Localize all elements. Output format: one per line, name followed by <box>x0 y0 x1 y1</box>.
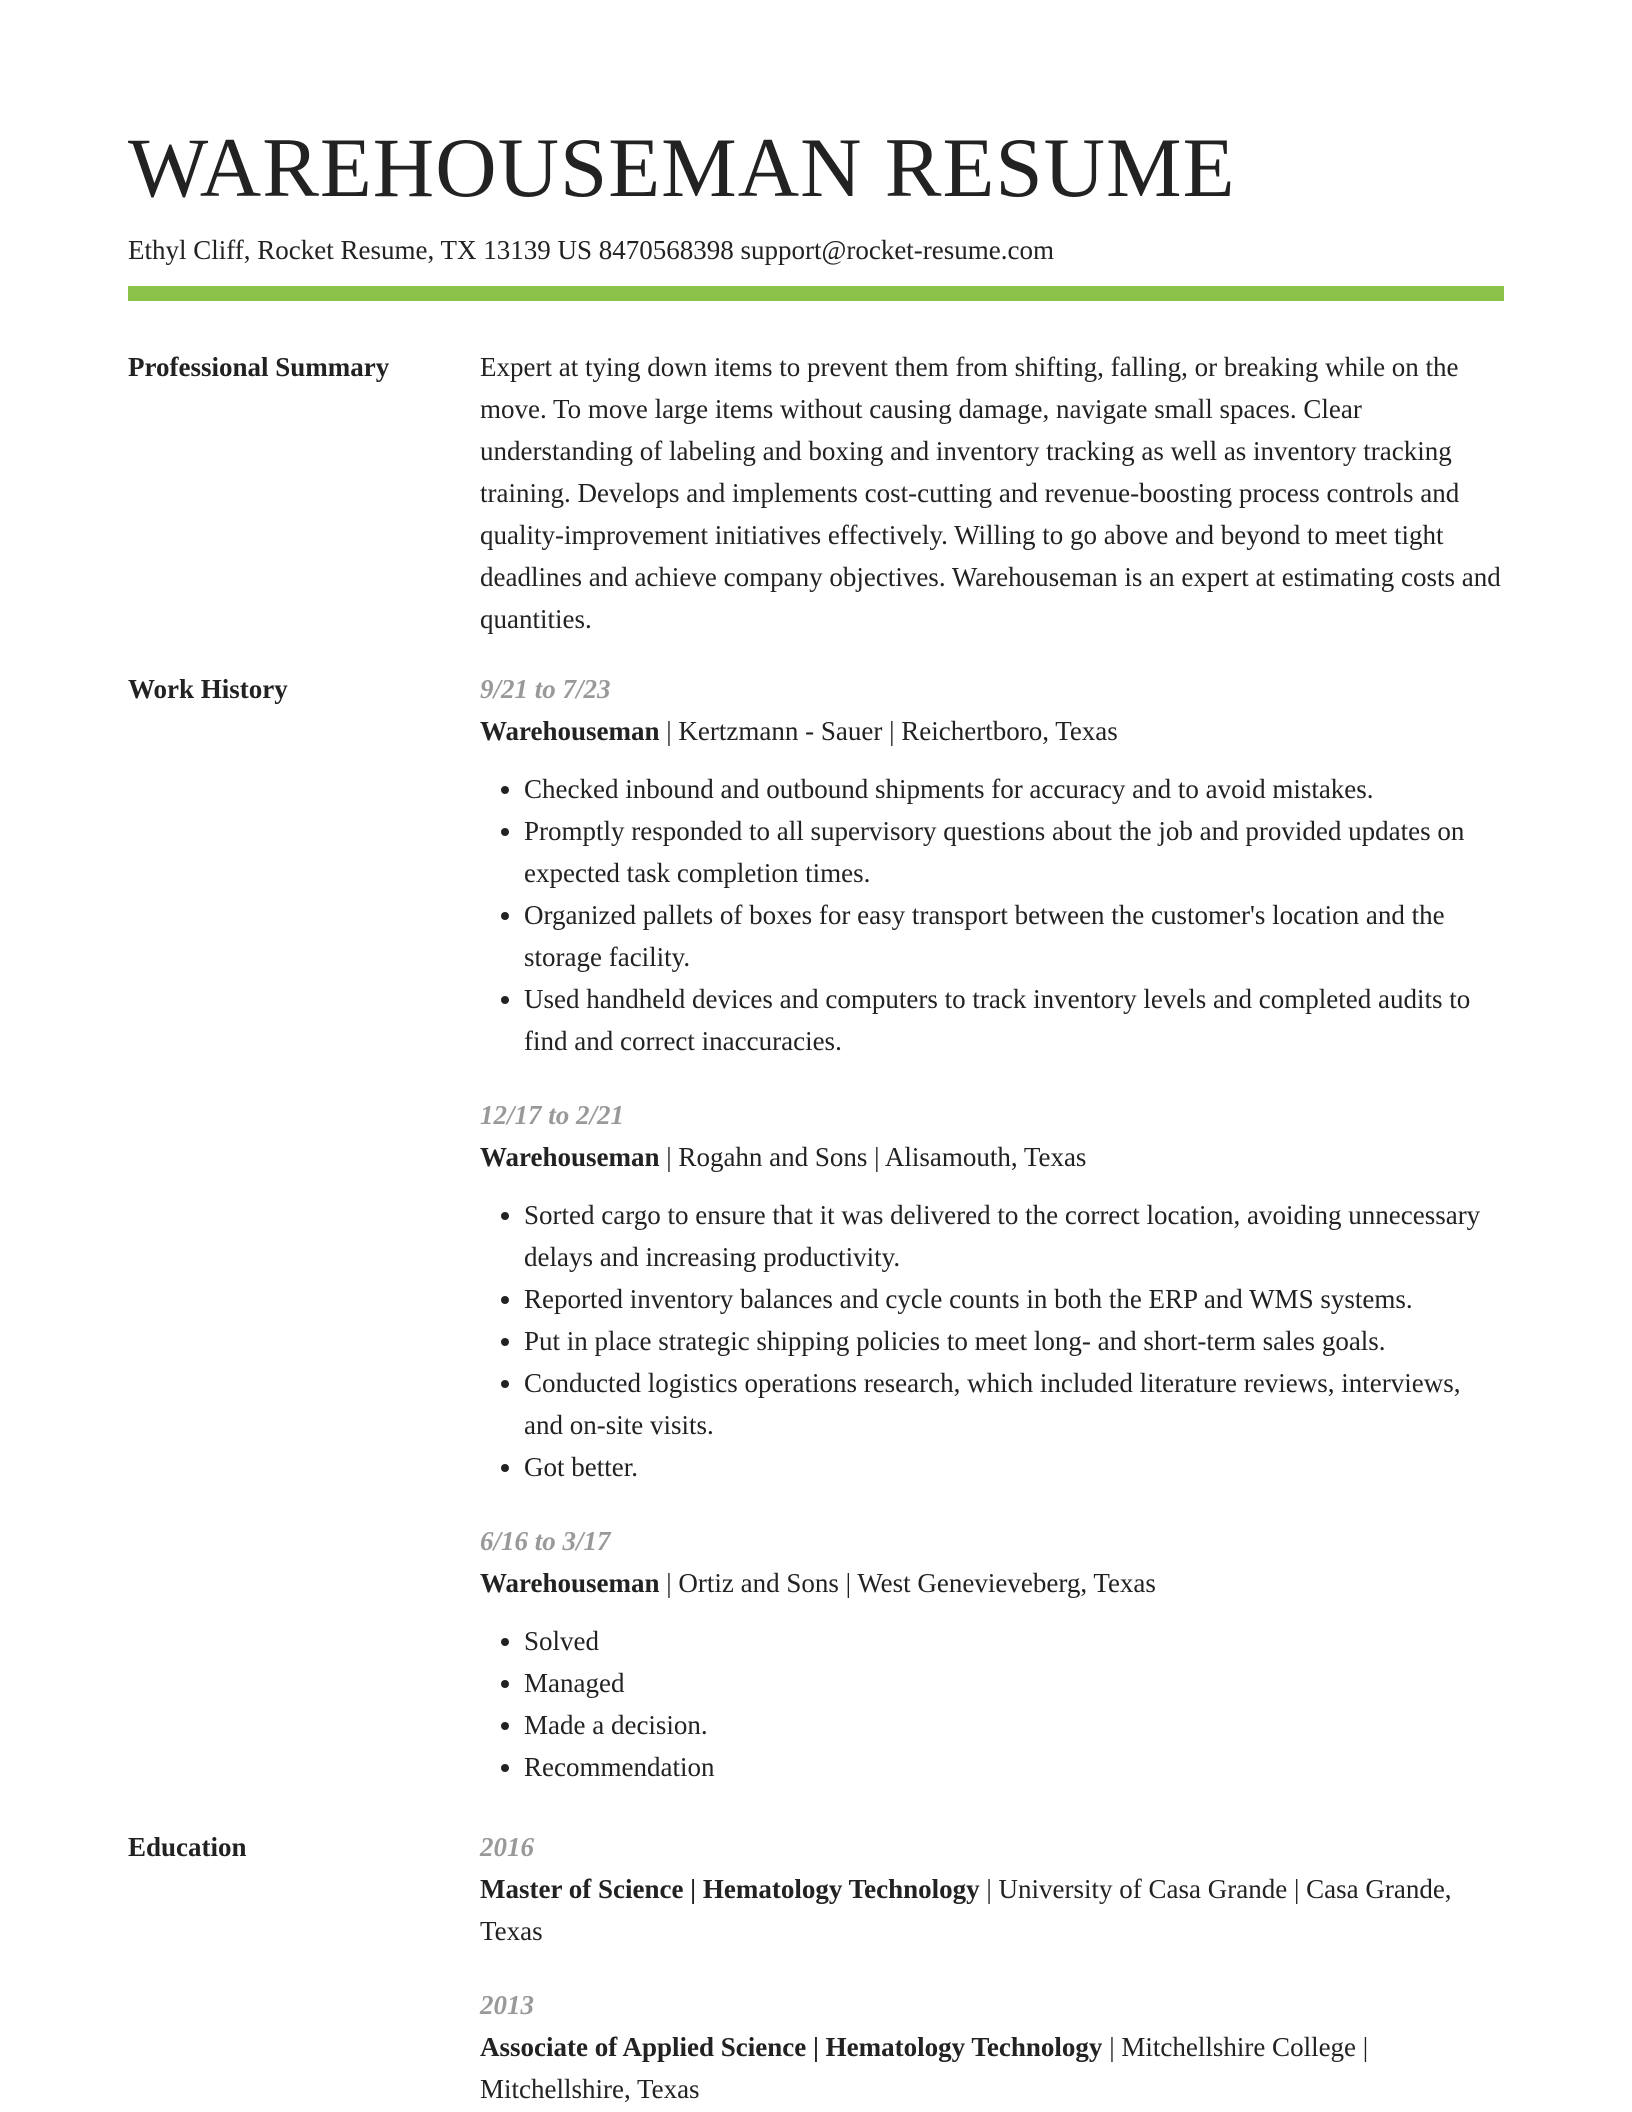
work-history-heading: Work History <box>128 674 288 704</box>
education-year: 2013 <box>480 1990 534 2020</box>
list-item: • Checked inbound and outbound shipments for accuracy and to avoid mistakes. <box>524 768 1504 810</box>
list-item: • Promptly responded to all supervisory questions about the job and provided updates on expected task completion times. <box>524 810 1504 894</box>
education-entry <box>480 1826 1504 1952</box>
list-item: • Organized pallets of boxes for easy transport between the customer's location and the storage facility. <box>524 894 1504 978</box>
degree-name: Associate of Applied Science | Hematology Technology <box>480 2032 1103 2062</box>
list-item: • Managed <box>524 1662 1504 1704</box>
list-item: • Made a decision. <box>524 1704 1504 1746</box>
job-dates: 6/16 to 3/17 <box>480 1526 611 1556</box>
job-title: Warehouseman <box>480 1142 660 1172</box>
job-title: Warehouseman <box>480 1568 660 1598</box>
job-dates: 9/21 to 7/23 <box>480 674 611 704</box>
list-item: • Reported inventory balances and cycle counts in both the ERP and WMS systems. <box>524 1278 1504 1320</box>
list-item: • Solved <box>524 1620 1504 1662</box>
job-dates: 12/17 to 2/21 <box>480 1100 625 1130</box>
job-title: Warehouseman <box>480 716 660 746</box>
job-entry <box>480 1520 1504 1788</box>
education-header <box>480 1868 1504 1952</box>
list-item: • Got better. <box>524 1446 1504 1488</box>
education-heading: Education <box>128 1832 247 1862</box>
job-bullets <box>480 1194 1504 1488</box>
job-details: | Rogahn and Sons | Alisamouth, Texas <box>659 1142 1087 1172</box>
job-bullets <box>480 1620 1504 1788</box>
job-header <box>480 710 1504 752</box>
job-entry <box>480 668 1504 1062</box>
education-details: | Mitchellshire College | Mitchellshire, Texas <box>480 2032 1369 2104</box>
job-bullets <box>480 768 1504 1062</box>
summary-heading: Professional Summary <box>128 352 390 382</box>
job-header <box>480 1136 1504 1178</box>
job-details: | Kertzmann - Sauer | Reichertboro, Texas <box>659 716 1118 746</box>
summary-text: Expert at tying down items to prevent them from shifting, falling, or breaking while on the move. To move large items without causing damage, navigate small spaces. Clear understanding of labeling and boxing and inventory tracking as well as inventory tracking training. Develops and implements cost-cutting and revenue-boosting process controls and quality-improvement initiatives effectively. Willing to go above and beyond to meet tight deadlines and achieve company objectives. Warehouseman is an expert at estimating costs and quantities. <box>480 352 1501 634</box>
contact-line: Ethyl Cliff, Rocket Resume, TX 13139 US 8470568398 support@rocket-resume.com <box>128 235 1055 265</box>
education-year: 2016 <box>480 1832 534 1862</box>
list-item: • Conducted logistics operations research, which included literature reviews, interviews, and on-site visits. <box>524 1362 1504 1446</box>
degree-name: Master of Science | Hematology Technology <box>480 1874 980 1904</box>
list-item: • Used handheld devices and computers to track inventory levels and completed audits to find and correct inaccuracies. <box>524 978 1504 1062</box>
list-item: • Put in place strategic shipping policies to meet long- and short-term sales goals. <box>524 1320 1504 1362</box>
summary-section <box>480 346 1504 640</box>
job-header <box>480 1562 1504 1604</box>
resume-title: WAREHOUSEMAN RESUME <box>128 121 1236 215</box>
education-details: | University of Casa Grande | Casa Grande, Texas <box>480 1874 1452 1946</box>
education-entry <box>480 1984 1504 2110</box>
job-details: | Ortiz and Sons | West Genevieveberg, Texas <box>659 1568 1156 1598</box>
education-header <box>480 2026 1504 2110</box>
list-item: • Sorted cargo to ensure that it was delivered to the correct location, avoiding unnecessary delays and increasing productivity. <box>524 1194 1504 1278</box>
job-entry <box>480 1094 1504 1488</box>
list-item: • Recommendation <box>524 1746 1504 1788</box>
header-divider <box>128 286 1504 301</box>
